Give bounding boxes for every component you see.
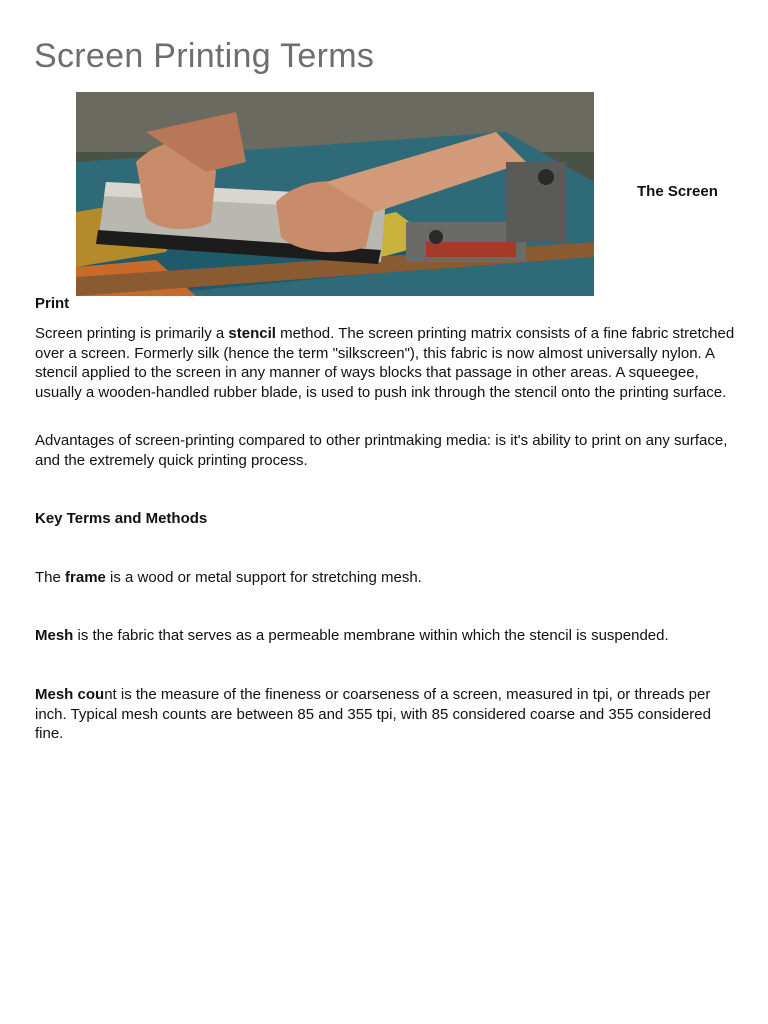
advantages-paragraph: Advantages of screen-printing compared to other printmaking media: is it's ability to print on any surface, and the extremely quick printing process.	[35, 432, 728, 469]
term-frame: The frame is a wood or metal support for stretching mesh.	[35, 569, 422, 586]
image-caption-right: The Screen	[637, 183, 718, 200]
term-mesh: Mesh is the fabric that serves as a permeable membrane within which the stencil is suspended.	[35, 627, 669, 644]
intro-paragraph: Screen printing is primarily a stencil method. The screen printing matrix consists of a fine fabric stretched over a screen. Formerly silk (hence the term "silkscreen"), this fabric is now almost universally nylon. A stencil applied to the screen in any manner of ways blocks that passage in other areas. A squeegee, usually a wooden-handled rubber blade, is used to push ink through the stencil onto the printing surface.	[35, 325, 735, 401]
stencil-term: stencil	[228, 325, 276, 342]
image-caption-left: Print	[35, 295, 70, 312]
key-terms-heading: Key Terms and Methods	[35, 510, 208, 527]
screen-printing-photo	[76, 92, 594, 296]
term-mesh-count: Mesh count is the measure of the fineness or coarseness of a screen, measured in tpi, or threads per inch. Typical mesh counts are between 85 and 355 tpi, with 85 considered coarse and 355 considered fine.	[35, 686, 711, 742]
page-title: Screen Printing Terms	[34, 37, 375, 75]
